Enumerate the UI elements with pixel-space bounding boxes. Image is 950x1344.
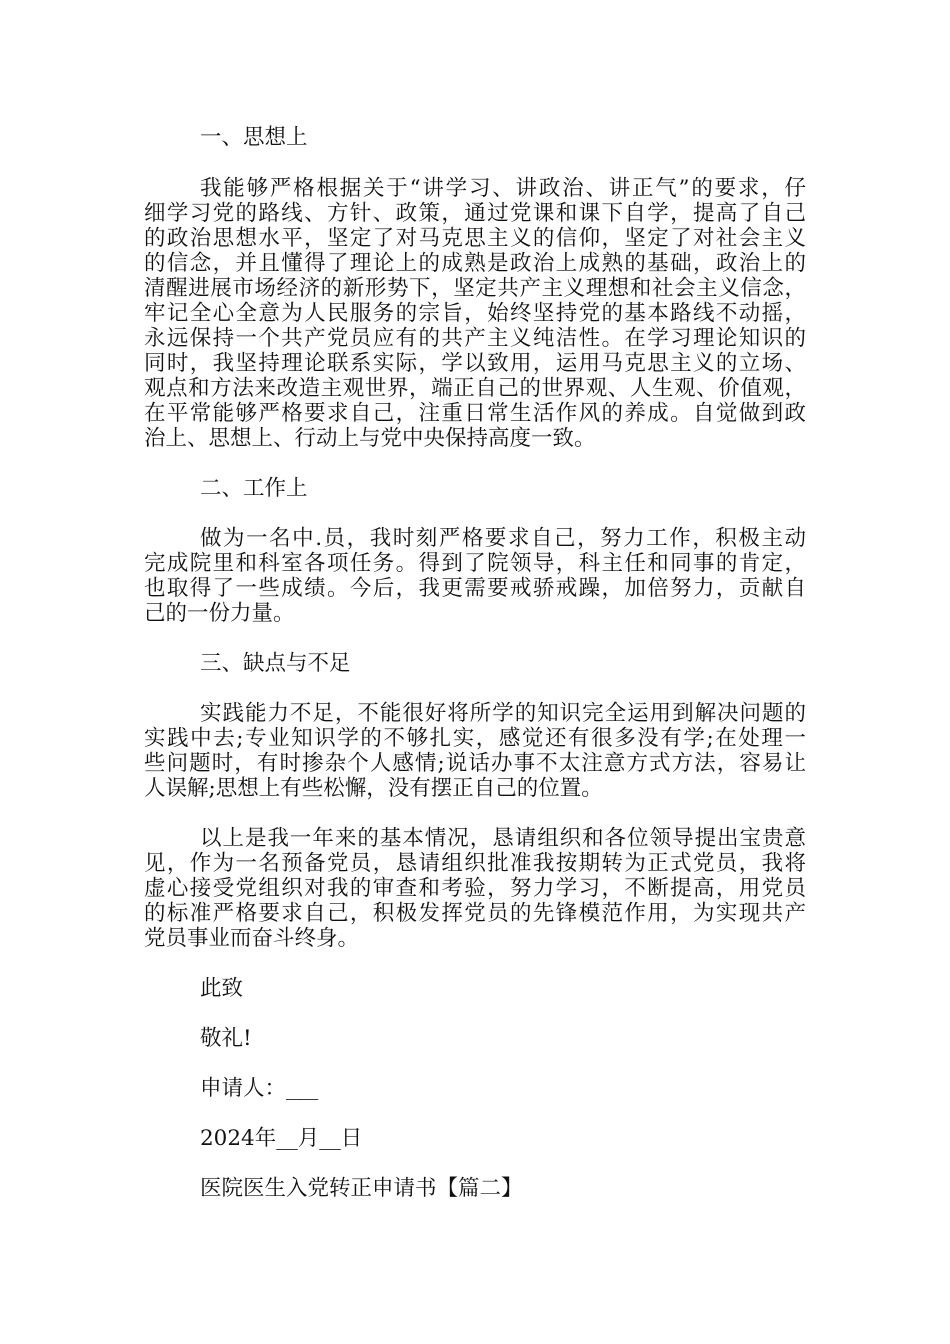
paragraph-line: 牢记全心全意为人民服务的宗旨，始终坚持党的基本路线不动摇， — [144, 301, 806, 326]
paragraph-line: 的政治思想水平，坚定了对马克思主义的信仰，坚定了对社会主义 — [144, 226, 806, 251]
paragraph-line: 以上是我一年来的基本情况，恳请组织和各位领导提出宝贵意 — [200, 826, 806, 851]
section-heading-thought: 一、思想上 — [200, 125, 308, 150]
next-section-title: 医院医生入党转正申请书【篇二】 — [200, 1176, 523, 1201]
paragraph-line: 虚心接受党组织对我的审查和考验，努力学习，不断提高，用党员 — [144, 876, 806, 901]
paragraph-line: 党员事业而奋斗终身。 — [144, 926, 360, 951]
date-line: 2024年__月__日 — [200, 1126, 363, 1151]
paragraph-line: 的标准严格要求自己，积极发挥党员的先锋模范作用，为实现共产 — [144, 901, 806, 926]
paragraph-line: 实践能力不足，不能很好将所学的知识完全运用到解决问题的 — [200, 701, 806, 726]
paragraph-line: 永远保持一个共产党员应有的共产主义纯洁性。在学习理论知识的 — [144, 326, 806, 351]
paragraph-line: 在平常能够严格要求自己，注重日常生活作风的养成。自觉做到政 — [144, 401, 806, 426]
paragraph-line: 治上、思想上、行动上与党中央保持高度一致。 — [144, 426, 596, 451]
paragraph-line: 些问题时，有时掺杂个人感情;说话办事不太注意方式方法，容易让 — [144, 751, 806, 776]
section-heading-shortcomings: 三、缺点与不足 — [200, 651, 351, 676]
section-heading-work: 二、工作上 — [200, 476, 308, 501]
paragraph-line: 做为一名中.员，我时刻严格要求自己，努力工作，积极主动 — [200, 526, 806, 551]
paragraph-line: 清醒进展市场经济的新形势下，坚定共产主义理想和社会主义信念， — [144, 276, 806, 301]
paragraph-line: 观点和方法来改造主观世界，端正自己的世界观、人生观、价值观， — [144, 376, 806, 401]
paragraph-line: 的信念，并且懂得了理论上的成熟是政治上成熟的基础，政治上的 — [144, 251, 806, 276]
paragraph-line: 同时，我坚持理论联系实际，学以致用，运用马克思主义的立场、 — [144, 351, 806, 376]
paragraph-line: 细学习党的路线、方针、政策，通过党课和课下自学，提高了自己 — [144, 201, 806, 226]
closing-phrase: 此致 — [200, 976, 244, 1001]
paragraph-line: 己的一份力量。 — [144, 601, 295, 626]
applicant-line: 申请人：___ — [200, 1076, 319, 1101]
paragraph-line: 完成院里和科室各项任务。得到了院领导，科主任和同事的肯定， — [144, 551, 806, 576]
paragraph-line: 实践中去;专业知识学的不够扎实，感觉还有很多没有学;在处理一 — [144, 726, 806, 751]
salutation: 敬礼! — [200, 1026, 252, 1051]
paragraph-line: 见，作为一名预备党员，恳请组织批准我按期转为正式党员，我将 — [144, 851, 806, 876]
paragraph-line: 人误解;思想上有些松懈，没有摆正自己的位置。 — [144, 776, 603, 801]
paragraph-line: 也取得了一些成绩。今后，我更需要戒骄戒躁，加倍努力，贡献自 — [144, 576, 806, 601]
paragraph-line: 我能够严格根据关于“讲学习、讲政治、讲正气”的要求，仔 — [200, 176, 806, 201]
